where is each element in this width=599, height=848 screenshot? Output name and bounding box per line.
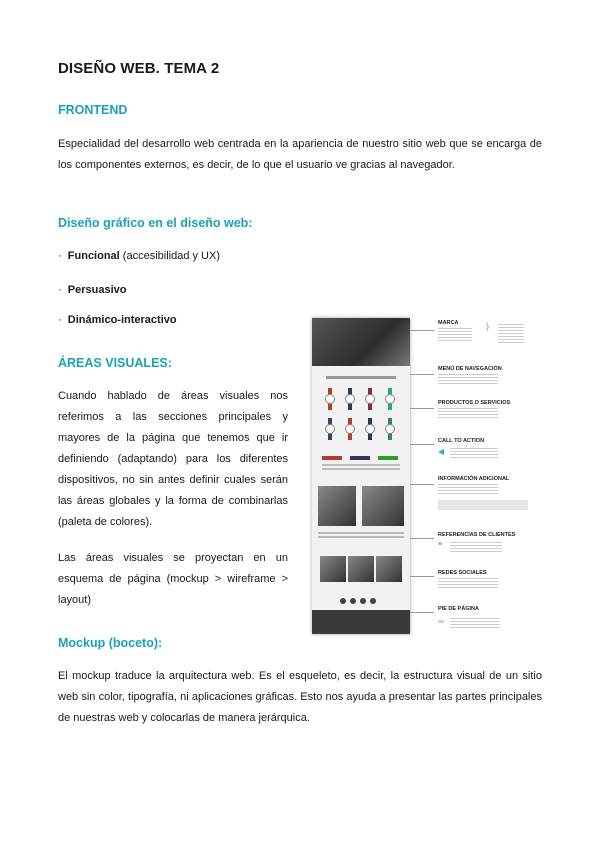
mockup-strap <box>350 456 370 460</box>
label-description <box>450 448 498 458</box>
label-description <box>438 408 498 418</box>
mockup-product <box>384 388 396 410</box>
mockup-product <box>344 418 356 440</box>
label-description <box>450 618 500 628</box>
website-mockup-image <box>312 318 410 634</box>
mockup-product <box>324 388 336 410</box>
bullet-bold: Funcional <box>67 250 120 262</box>
infographic-label: MENÚ DE NAVEGACIÓN <box>438 366 502 372</box>
mockup-strap <box>322 456 342 460</box>
mockup-product <box>364 388 376 410</box>
connector-line <box>410 576 434 577</box>
infographic-label: REDES SOCIALES <box>438 570 487 576</box>
mockup-photo <box>348 556 374 582</box>
page-title: DISEÑO WEB. TEMA 2 <box>58 60 220 77</box>
mockup-title-bar <box>326 376 396 379</box>
mockup-product <box>324 418 336 440</box>
connector-line <box>410 612 434 613</box>
bullet-item: · Funcional (accesibilidad y UX) <box>58 250 220 262</box>
mockup-text-line <box>322 468 400 470</box>
infographic-label: PRODUCTOS O SERVICIOS <box>438 400 511 406</box>
mockup-hero-image <box>312 318 410 366</box>
mockup-paragraph: El mockup traduce la arquitectura web. Es el esqueleto, es decir, la estructura visual de un sitio web sin color, tipografía, ni aplicaciones gráficas. Esto nos ayuda a presentar las partes principales de nuestras web y colocarlas de manera jerárquica. <box>58 670 542 724</box>
bullet-bold: Persuasivo <box>67 284 127 296</box>
link-icon: ∞ <box>438 617 444 626</box>
areas-paragraph-2: Las áreas visuales se proyectan en un esquema de página (mockup > wireframe > layout) <box>58 552 288 606</box>
mockup-text-line <box>318 532 404 534</box>
infographic-label: INFORMACIÓN ADICIONAL <box>438 476 510 482</box>
mockup-photo <box>376 556 402 582</box>
connector-line <box>410 330 434 331</box>
areas-paragraph-1: Cuando hablado de áreas visuales nos referimos a las secciones principales y mayores de la página que tenemos que ir definiendo (adaptando) para los diferentes dispositivos, no sin antes definir cuales serán las áreas globales y la forma de combinarlas (paleta de colores). <box>58 390 288 528</box>
mockup-photo <box>362 486 404 526</box>
mockup-product <box>364 418 376 440</box>
grafico-heading: Diseño gráfico en el diseño web: <box>58 216 253 230</box>
label-description <box>438 484 498 494</box>
frontend-heading: FRONTEND <box>58 103 128 117</box>
mockup-photo <box>318 486 356 526</box>
brand-icon: ) <box>486 321 489 331</box>
bullet-item: · Dinámico-interactivo <box>58 314 177 326</box>
label-description <box>498 324 524 344</box>
infographic-label: MARCA <box>438 320 459 326</box>
quote-icon: ❝ <box>438 541 443 550</box>
social-circle-icon <box>350 598 356 604</box>
connector-line <box>410 408 434 409</box>
frontend-paragraph: Especialidad del desarrollo web centrada en la apariencia de nuestro sitio web que se encarga de los componentes externos, es decir, de lo que el usuario ve gracias al navegador. <box>58 138 542 171</box>
connector-line <box>410 484 434 485</box>
speaker-icon: ◀ <box>438 447 445 456</box>
mockup-text-line <box>318 536 404 538</box>
mockup-strap <box>378 456 398 460</box>
mockup-text-line <box>322 464 400 466</box>
bullet-rest: (accesibilidad y UX) <box>119 250 220 262</box>
mockup-infographic <box>310 310 540 640</box>
label-description <box>438 328 472 342</box>
mockup-heading: Mockup (boceto): <box>58 636 163 650</box>
infographic-label: REFERENCIAS DE CLIENTES <box>438 532 516 538</box>
bullet-bold: Dinámico-interactivo <box>67 314 177 326</box>
info-highlight-box <box>438 500 528 510</box>
areas-heading: ÁREAS VISUALES: <box>58 356 172 370</box>
label-description <box>438 374 498 384</box>
infographic-label: PIE DE PÁGINA <box>438 606 479 612</box>
infographic-label: CALL TO ACTION <box>438 438 485 444</box>
connector-line <box>410 538 434 539</box>
social-circle-icon <box>370 598 376 604</box>
social-circle-icon <box>340 598 346 604</box>
label-description <box>450 542 502 552</box>
mockup-product <box>344 388 356 410</box>
mockup-photo <box>320 556 346 582</box>
bullet-item: · Persuasivo <box>58 284 127 296</box>
mockup-product <box>384 418 396 440</box>
connector-line <box>410 444 434 445</box>
mockup-footer <box>312 610 410 634</box>
label-description <box>438 578 498 588</box>
connector-line <box>410 374 434 375</box>
social-circle-icon <box>360 598 366 604</box>
